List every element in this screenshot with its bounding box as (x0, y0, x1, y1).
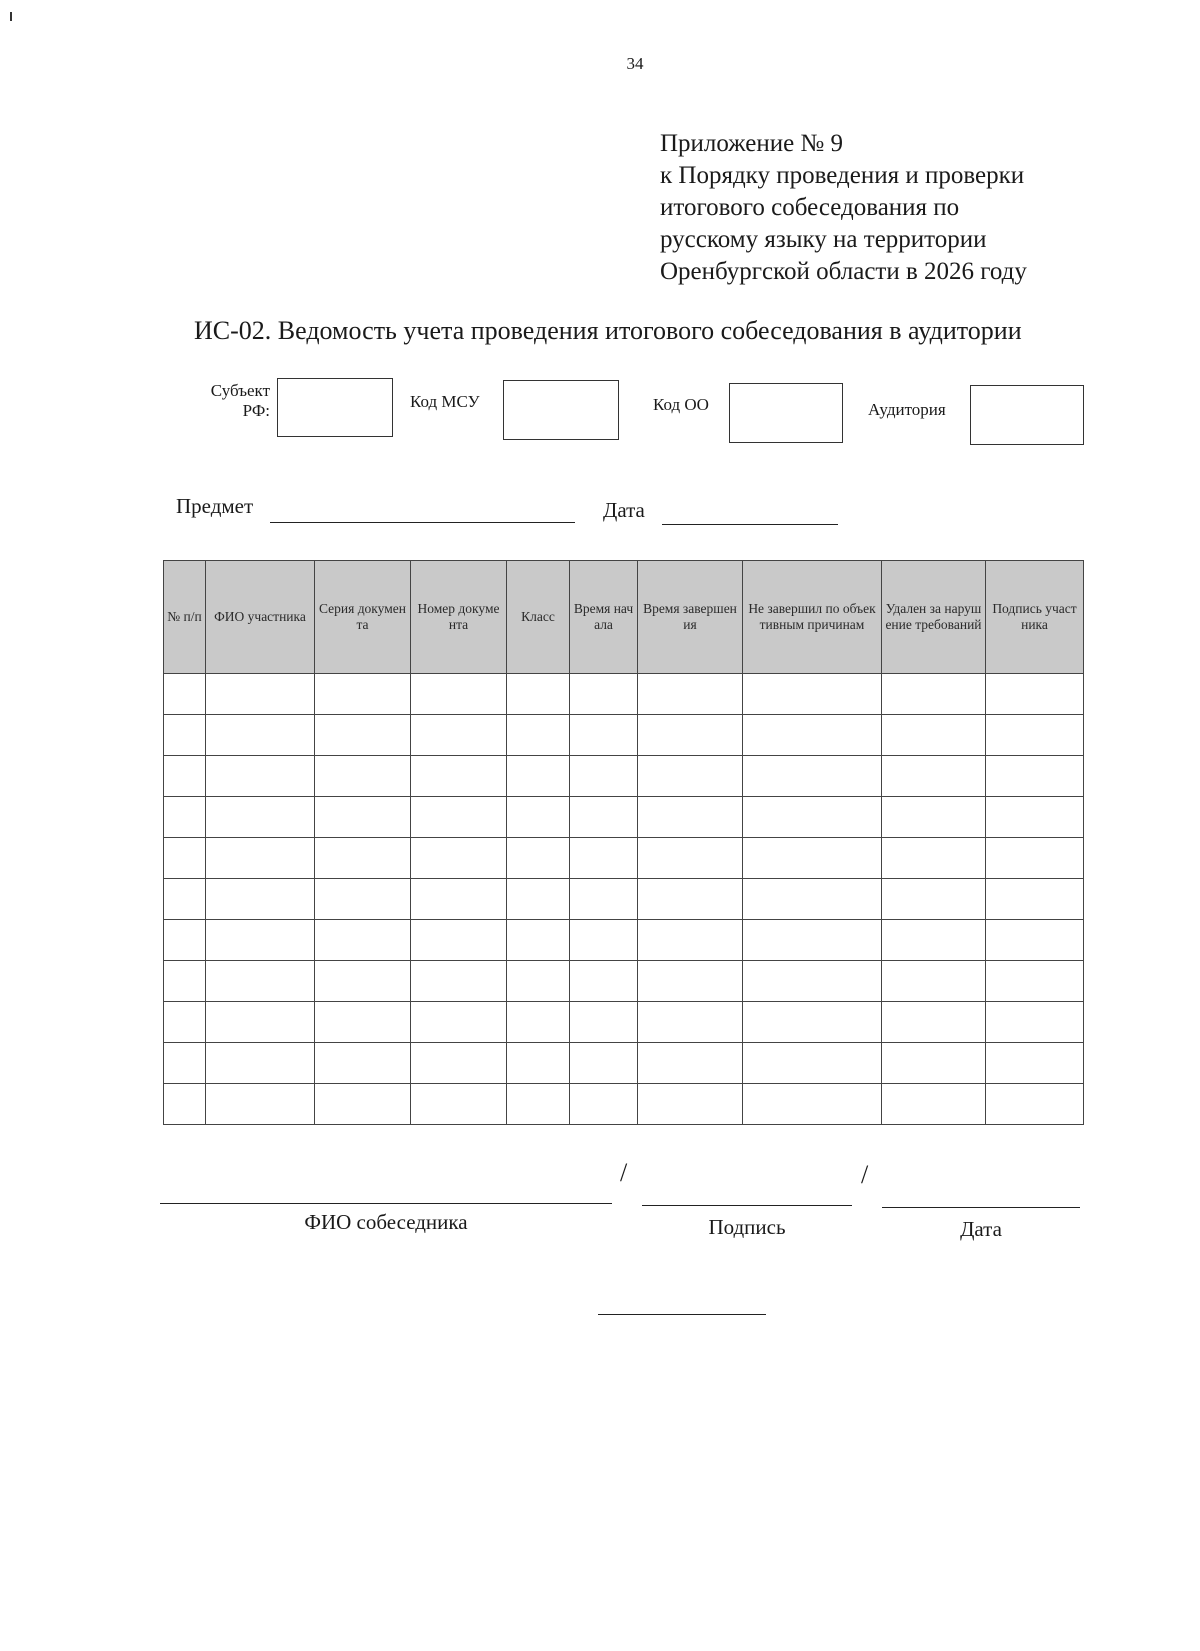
date-caption: Дата (960, 1217, 1002, 1241)
table-cell[interactable] (743, 674, 882, 715)
scan-artifact-mark (10, 12, 12, 21)
table-row (164, 797, 1084, 838)
appendix-line: Оренбургской области в 2026 году (660, 258, 1027, 285)
table-cell[interactable] (570, 920, 638, 961)
table-cell[interactable] (164, 1043, 206, 1084)
register-table-body (164, 674, 1084, 1125)
table-cell[interactable] (315, 674, 411, 715)
subject-label: Предмет (176, 494, 254, 518)
appendix-line: Приложение № 9 (660, 130, 844, 157)
table-cell[interactable] (164, 1084, 206, 1125)
table-cell[interactable] (507, 674, 570, 715)
column-header-not-completed: Не завершил по объективным причинам (743, 561, 882, 674)
table-cell[interactable] (411, 715, 507, 756)
table-cell[interactable] (411, 797, 507, 838)
table-cell[interactable] (638, 715, 743, 756)
table-cell[interactable] (411, 838, 507, 879)
table-cell[interactable] (986, 715, 1084, 756)
appendix-line: итогового собеседования по (660, 194, 960, 221)
table-cell[interactable] (315, 961, 411, 1002)
table-row (164, 838, 1084, 879)
table-cell[interactable] (882, 879, 986, 920)
date-signature-line[interactable] (882, 1207, 1080, 1208)
table-cell[interactable] (206, 1043, 315, 1084)
table-cell[interactable] (743, 961, 882, 1002)
table-cell[interactable] (507, 961, 570, 1002)
table-cell[interactable] (507, 920, 570, 961)
table-cell[interactable] (882, 756, 986, 797)
table-cell[interactable] (986, 674, 1084, 715)
table-cell[interactable] (411, 920, 507, 961)
oo-code-label: Код ОО (653, 395, 709, 414)
table-cell[interactable] (882, 1002, 986, 1043)
subject-line[interactable] (270, 522, 575, 523)
table-cell[interactable] (638, 961, 743, 1002)
table-cell[interactable] (986, 756, 1084, 797)
table-cell[interactable] (986, 1043, 1084, 1084)
table-cell[interactable] (986, 961, 1084, 1002)
table-row (164, 1084, 1084, 1125)
table-cell[interactable] (411, 961, 507, 1002)
table-cell[interactable] (638, 920, 743, 961)
table-cell[interactable] (986, 838, 1084, 879)
table-cell[interactable] (638, 674, 743, 715)
table-cell[interactable] (743, 920, 882, 961)
table-cell[interactable] (570, 1084, 638, 1125)
table-row (164, 715, 1084, 756)
table-cell[interactable] (638, 797, 743, 838)
table-header-row (164, 561, 1084, 674)
table-row (164, 1043, 1084, 1084)
table-cell[interactable] (164, 838, 206, 879)
table-cell[interactable] (411, 756, 507, 797)
table-cell[interactable] (411, 879, 507, 920)
table-cell[interactable] (570, 674, 638, 715)
table-cell[interactable] (206, 1002, 315, 1043)
table-cell[interactable] (315, 1043, 411, 1084)
table-cell[interactable] (206, 838, 315, 879)
table-cell[interactable] (882, 1043, 986, 1084)
table-cell[interactable] (743, 1043, 882, 1084)
table-row (164, 920, 1084, 961)
signature-line[interactable] (642, 1205, 852, 1206)
table-cell[interactable] (986, 920, 1084, 961)
table-cell[interactable] (882, 715, 986, 756)
table-cell[interactable] (882, 797, 986, 838)
table-cell[interactable] (638, 1043, 743, 1084)
form-title: ИС-02. Ведомость учета проведения итогового собеседования в аудитории (194, 316, 1022, 345)
table-cell[interactable] (507, 838, 570, 879)
table-cell[interactable] (164, 1002, 206, 1043)
table-cell[interactable] (743, 756, 882, 797)
table-cell[interactable] (411, 1043, 507, 1084)
table-cell[interactable] (882, 674, 986, 715)
table-cell[interactable] (206, 715, 315, 756)
column-header-end-time: Время завершения (638, 561, 743, 674)
table-cell[interactable] (570, 961, 638, 1002)
table-cell[interactable] (507, 879, 570, 920)
table-cell[interactable] (507, 1002, 570, 1043)
table-cell[interactable] (882, 1084, 986, 1125)
table-cell[interactable] (206, 797, 315, 838)
signature-caption: Подпись (708, 1215, 786, 1239)
table-cell[interactable] (315, 756, 411, 797)
table-cell[interactable] (882, 920, 986, 961)
table-cell[interactable] (570, 756, 638, 797)
column-header-start-time: Время начала (570, 561, 638, 674)
appendix-line: русскому языку на территории (660, 226, 987, 253)
table-cell[interactable] (743, 715, 882, 756)
appendix-note (660, 128, 1027, 288)
table-cell[interactable] (882, 961, 986, 1002)
date-line[interactable] (662, 524, 838, 525)
table-cell[interactable] (743, 838, 882, 879)
column-header-participant-signature: Подпись участника (986, 561, 1084, 674)
room-code-box[interactable] (970, 385, 1084, 445)
end-of-form-rule (598, 1314, 766, 1315)
appendix-line: к Порядку проведения и проверки (660, 162, 1025, 189)
table-cell[interactable] (743, 1084, 882, 1125)
table-cell[interactable] (411, 1002, 507, 1043)
table-cell[interactable] (638, 1084, 743, 1125)
table-cell[interactable] (986, 797, 1084, 838)
table-cell[interactable] (986, 879, 1084, 920)
table-row (164, 674, 1084, 715)
table-cell[interactable] (507, 715, 570, 756)
table-cell[interactable] (315, 1002, 411, 1043)
table-cell[interactable] (570, 879, 638, 920)
page-number: 34 (626, 54, 644, 73)
table-cell[interactable] (315, 920, 411, 961)
table-cell[interactable] (315, 1084, 411, 1125)
table-cell[interactable] (638, 838, 743, 879)
room-label: Аудитория (868, 400, 946, 419)
table-cell[interactable] (315, 838, 411, 879)
table-row (164, 961, 1084, 1002)
date-label: Дата (603, 498, 645, 522)
table-cell[interactable] (743, 797, 882, 838)
table-cell[interactable] (164, 797, 206, 838)
table-cell[interactable] (570, 838, 638, 879)
table-cell[interactable] (206, 756, 315, 797)
table-cell[interactable] (164, 674, 206, 715)
table-cell[interactable] (570, 1043, 638, 1084)
table-cell[interactable] (507, 756, 570, 797)
msu-code-label: Код МСУ (410, 392, 480, 411)
column-header-document-number: Номер документа (411, 561, 507, 674)
table-cell[interactable] (570, 797, 638, 838)
table-cell[interactable] (315, 879, 411, 920)
table-cell[interactable] (164, 920, 206, 961)
table-cell[interactable] (986, 1084, 1084, 1125)
msu-code-box[interactable] (503, 380, 619, 440)
signature-separator: / (861, 1160, 869, 1189)
table-cell[interactable] (164, 756, 206, 797)
column-header-document-series: Серия документа (315, 561, 411, 674)
table-row (164, 756, 1084, 797)
table-cell[interactable] (206, 961, 315, 1002)
table-row (164, 1002, 1084, 1043)
table-cell[interactable] (315, 715, 411, 756)
table-cell[interactable] (638, 756, 743, 797)
table-row (164, 879, 1084, 920)
register-table (163, 560, 1084, 1125)
table-cell[interactable] (638, 1002, 743, 1043)
subject-rf-label: Субъект РФ: (210, 381, 270, 420)
table-cell[interactable] (206, 879, 315, 920)
table-cell[interactable] (882, 838, 986, 879)
oo-code-box[interactable] (729, 383, 843, 443)
table-cell[interactable] (164, 715, 206, 756)
column-header-removed: Удален за нарушение требований (882, 561, 986, 674)
interviewer-name-caption: ФИО собеседника (304, 1210, 468, 1234)
table-cell[interactable] (743, 1002, 882, 1043)
table-cell[interactable] (570, 715, 638, 756)
table-cell[interactable] (206, 920, 315, 961)
interviewer-name-line[interactable] (160, 1203, 612, 1204)
column-header-participant-name: ФИО участника (206, 561, 315, 674)
table-cell[interactable] (206, 1084, 315, 1125)
table-cell[interactable] (570, 1002, 638, 1043)
table-cell[interactable] (507, 797, 570, 838)
signature-separator: / (620, 1158, 628, 1187)
table-cell[interactable] (164, 961, 206, 1002)
table-cell[interactable] (411, 1084, 507, 1125)
table-cell[interactable] (411, 674, 507, 715)
table-cell[interactable] (206, 674, 315, 715)
table-cell[interactable] (507, 1084, 570, 1125)
table-cell[interactable] (986, 1002, 1084, 1043)
subject-rf-code-box[interactable] (277, 378, 393, 437)
table-cell[interactable] (315, 797, 411, 838)
column-header-grade: Класс (507, 561, 570, 674)
table-cell[interactable] (638, 879, 743, 920)
table-cell[interactable] (164, 879, 206, 920)
table-cell[interactable] (743, 879, 882, 920)
table-cell[interactable] (507, 1043, 570, 1084)
column-header-number: № п/п (164, 561, 206, 674)
